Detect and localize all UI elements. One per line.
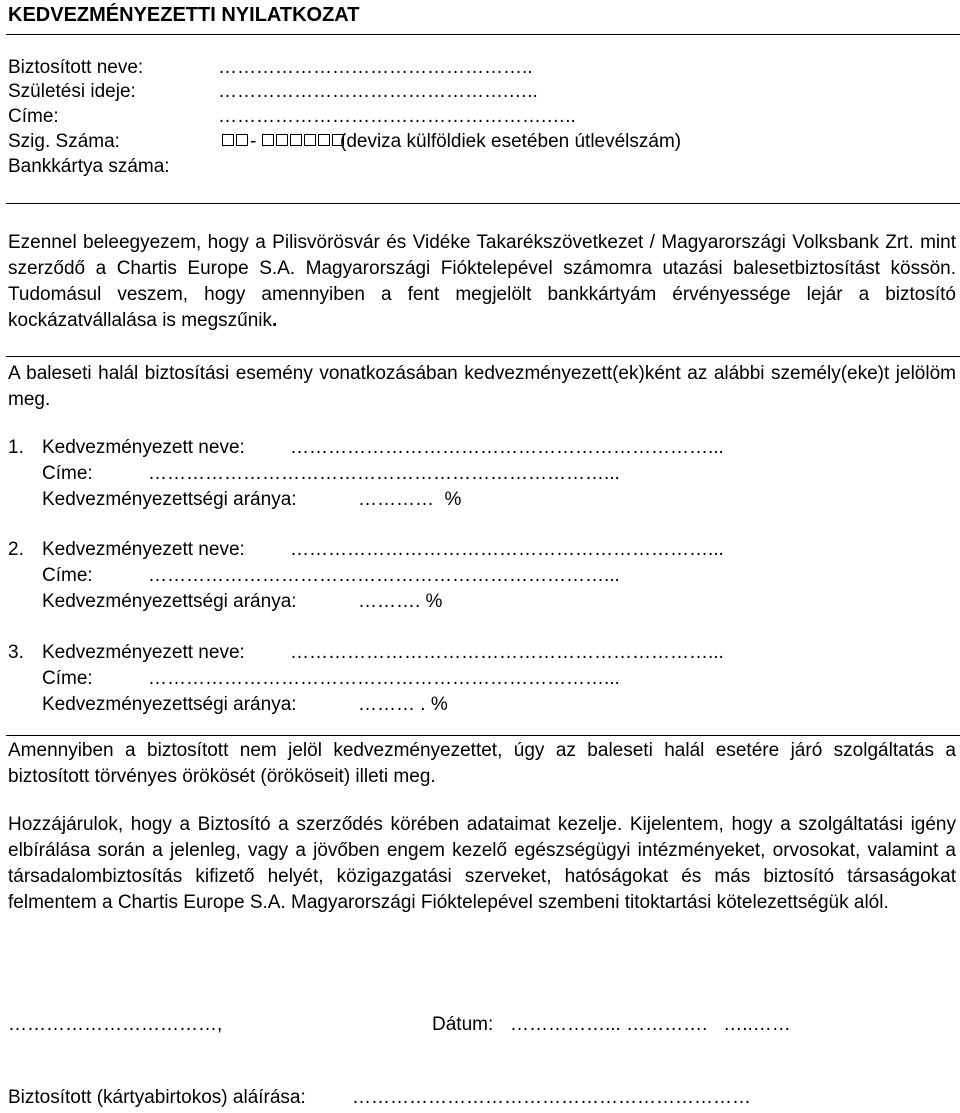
id-box[interactable] (236, 134, 248, 146)
id-box[interactable] (222, 134, 234, 146)
insured-dob-field[interactable]: ……………………………………….….. (218, 81, 538, 102)
insured-id-field[interactable] (222, 131, 346, 153)
id-dash: - (250, 131, 257, 152)
page-title: KEDVEZMÉNYEZETTI NYILATKOZAT (8, 4, 360, 26)
beneficiary-share-field[interactable]: ………… % (358, 489, 462, 510)
beneficiary-intro: A baleseti halál biztosítási esemény vonatkozásában kedvezményezett(ek)ként az alábbi személy(eke)t jelölöm meg. (8, 363, 956, 410)
signature-label: Biztosított (kártyabirtokos) aláírása: (8, 1087, 306, 1108)
insured-dob-label: Születési ideje: (8, 81, 136, 102)
beneficiary-address-field[interactable]: ………………………………………………………………... (148, 463, 620, 484)
beneficiary-name-label: Kedvezményezett neve: (42, 437, 245, 458)
beneficiary-address-label: Címe: (42, 668, 93, 689)
id-box[interactable] (262, 134, 274, 146)
date-label: Dátum: (432, 1014, 494, 1035)
beneficiary-share-field[interactable]: ……… . % (358, 694, 448, 715)
insured-id-note: (deviza külföldiek esetében útlevélszám) (340, 131, 682, 152)
insured-id-label: Szig. Száma: (8, 131, 120, 152)
beneficiary-name-field[interactable]: …………………………………………………………... (290, 642, 724, 663)
insured-name-label: Biztosított neve: (8, 57, 144, 78)
consent-text: Ezennel beleegyezem, hogy a Pilisvörösvár és Vidéke Takarékszövetkezet / Magyarországi Volksbank Zrt. mint szerződő a Chartis Europe S.A. Magyarországi Fióktelepével számomra utazási balesetbiztosítást kössön. Tudomásul veszem, hogy amennyiben a fent megjelölt bankkártyám érvényessége lejár a biztosító kockázatvállalása is megszűnik (8, 232, 956, 331)
id-box[interactable] (290, 134, 302, 146)
section-divider (6, 735, 960, 736)
beneficiary-address-label: Címe: (42, 463, 93, 484)
place-field[interactable]: ……………………………, (8, 1014, 223, 1035)
insured-address-label: Címe: (8, 106, 59, 127)
no-beneficiary-paragraph: Amennyiben a biztosított nem jelöl kedvezményezettet, úgy az baleseti halál esetére járó szolgáltatás a biztosított törvényes örökösét (örököseit) illeti meg. (8, 740, 956, 787)
consent-period: . (272, 310, 278, 331)
title-divider (6, 34, 960, 35)
beneficiary-name-label: Kedvezményezett neve: (42, 642, 245, 663)
signature-field[interactable]: ……………………………………………………… (352, 1087, 751, 1108)
id-box[interactable] (318, 134, 330, 146)
id-box[interactable] (276, 134, 288, 146)
beneficiary-name-label: Kedvezményezett neve: (42, 539, 245, 560)
beneficiary-share-field[interactable]: ………. % (358, 591, 443, 612)
consent-paragraph (8, 230, 956, 334)
id-box[interactable] (304, 134, 316, 146)
insured-name-field[interactable]: ………………………………………….. (218, 57, 533, 78)
beneficiary-number: 1. (8, 437, 24, 458)
insured-divider (6, 203, 960, 204)
beneficiary-number: 3. (8, 642, 24, 663)
beneficiary-address-field[interactable]: ………………………………………………………………... (148, 565, 620, 586)
beneficiary-address-label: Címe: (42, 565, 93, 586)
insured-card-label: Bankkártya száma: (8, 156, 170, 177)
beneficiary-address-field[interactable]: ………………………………………………………………... (148, 668, 620, 689)
section-divider (6, 356, 960, 357)
beneficiary-share-label: Kedvezményezettségi aránya: (42, 489, 297, 510)
insured-address-field[interactable]: …………………………………………….….. (218, 106, 576, 127)
beneficiary-share-label: Kedvezményezettségi aránya: (42, 591, 297, 612)
beneficiary-name-field[interactable]: …………………………………………………………... (290, 539, 724, 560)
beneficiary-name-field[interactable]: …………………………………………………………... (290, 437, 724, 458)
beneficiary-share-label: Kedvezményezettségi aránya: (42, 694, 297, 715)
date-field[interactable]: ……………... …………. …..…… (510, 1014, 791, 1035)
data-consent-paragraph: Hozzájárulok, hogy a Biztosító a szerződés körében adataimat kezelje. Kijelentem, hogy a szolgáltatási igény elbírálása során a jelenleg, vagy a jövőben engem kezelő egészségügyi intézményeket, orvosokat, valamint a társadalombiztosítás kifizető helyét, közigazgatási szerveket, hatóságokat és más biztosító társaságokat felmentem a Chartis Europe S.A. Magyarországi Fióktelepével szembeni titoktartási kötelezettségük alól. (8, 814, 956, 913)
beneficiary-number: 2. (8, 539, 24, 560)
